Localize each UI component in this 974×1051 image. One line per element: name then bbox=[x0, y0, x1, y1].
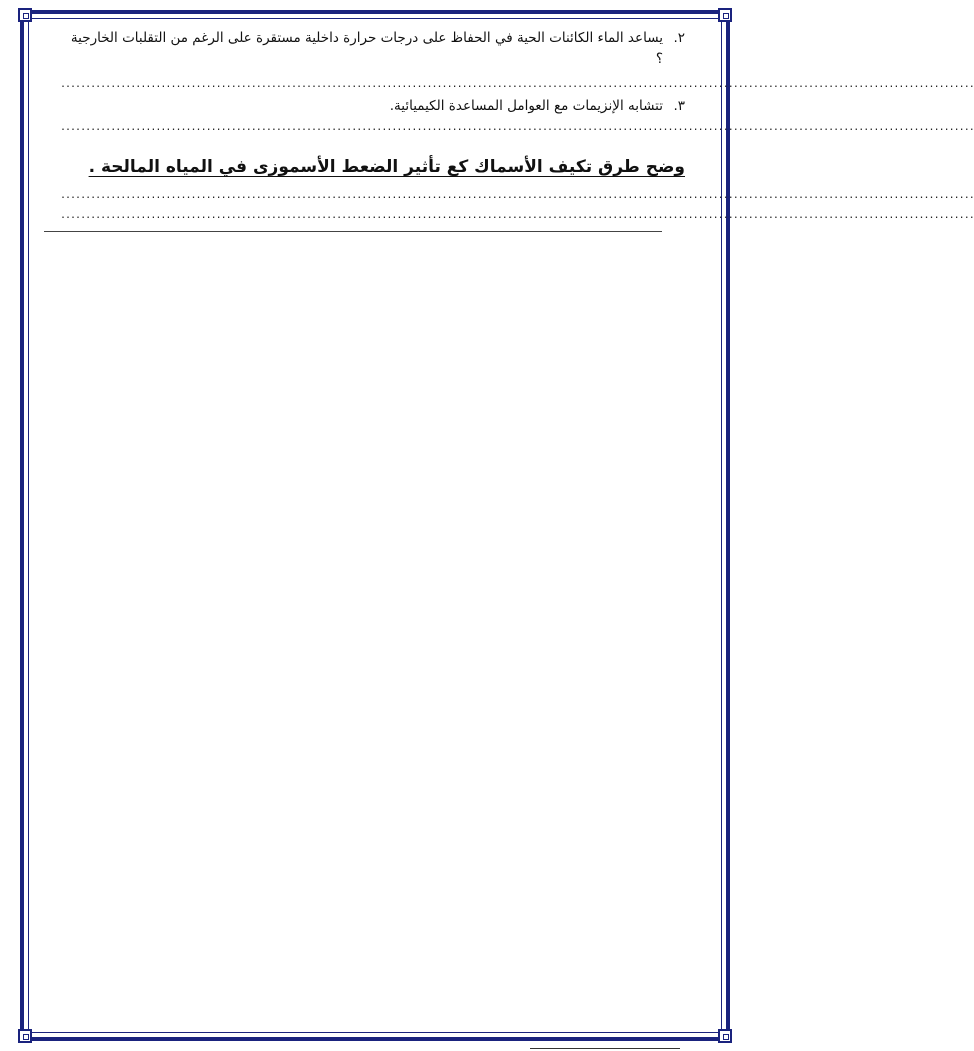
footer-line bbox=[530, 1048, 680, 1049]
answer-line: ...................................................................................................................................................................................... bbox=[60, 190, 974, 201]
question-number: ٣. bbox=[673, 98, 685, 114]
question-text: يساعد الماء الكائنات الحية في الحفاظ على درجات حرارة داخلية مستقرة على الرغم من التقلبات الخارجية ؟ bbox=[70, 30, 663, 67]
worksheet-content bbox=[60, 28, 974, 223]
answer-line: ...................................................................................................................................................................................... bbox=[60, 210, 974, 221]
corner-ornament-bottom-right bbox=[718, 1029, 732, 1043]
question-3 bbox=[60, 96, 685, 117]
question-2 bbox=[60, 28, 685, 70]
corner-ornament-top-right bbox=[718, 8, 732, 22]
section-heading: وضح طرق تكيف الأسماك كع تأثير الضعط الأسموزى في المياه المالحة . bbox=[88, 157, 685, 177]
divider-line bbox=[44, 231, 662, 232]
corner-ornament-bottom-left bbox=[18, 1029, 32, 1043]
question-text: تتشابه الإنزيمات مع العوامل المساعدة الكيميائية. bbox=[389, 98, 663, 114]
question-number: ٢. bbox=[673, 30, 685, 46]
answer-line: ...................................................................................................................................................................................... bbox=[60, 79, 974, 90]
corner-ornament-top-left bbox=[18, 8, 32, 22]
answer-line: ...................................................................................................................................................................................... bbox=[60, 122, 974, 133]
